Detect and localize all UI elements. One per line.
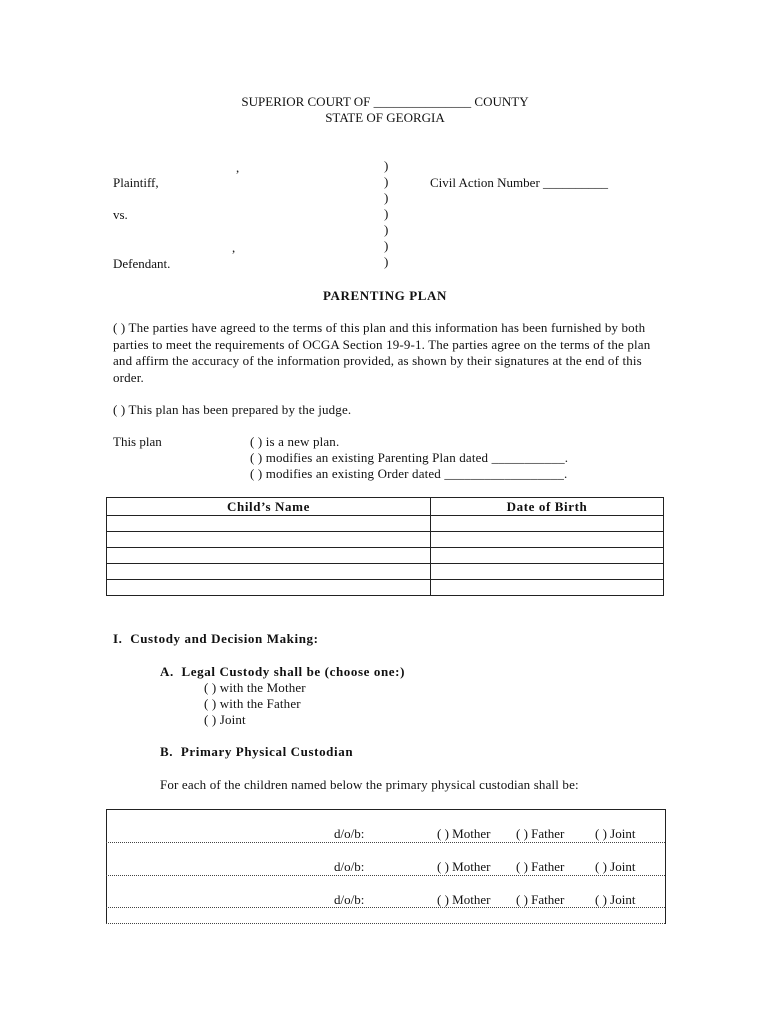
child-name-cell[interactable] (107, 564, 431, 580)
plan-option-modifies-order: ( ) modifies an existing Order dated __________________. (250, 466, 568, 481)
child-name-header: Child’s Name (107, 498, 431, 516)
child-dob-cell[interactable] (431, 548, 664, 564)
physical-custodian-heading: B. Primary Physical Custodian (160, 744, 354, 759)
caption-paren: ) (384, 190, 389, 205)
state-heading: STATE OF GEORGIA (325, 110, 445, 125)
table-row (107, 532, 664, 548)
dob-label: d/o/b: (334, 859, 365, 874)
table-row-divider (106, 842, 665, 843)
table-row (107, 516, 664, 532)
caption-paren: ) (384, 206, 389, 221)
mother-option[interactable]: ( ) Mother (437, 859, 491, 874)
judge-prepared-line: ( ) This plan has been prepared by the judge. (113, 402, 352, 417)
defendant-label: Defendant. (113, 256, 171, 271)
caption-paren: ) (384, 222, 389, 237)
child-dob-cell[interactable] (431, 532, 664, 548)
dob-label: d/o/b: (334, 826, 365, 841)
child-dob-cell[interactable] (431, 564, 664, 580)
mother-option[interactable]: ( ) Mother (437, 892, 491, 907)
table-bottom-border (106, 923, 665, 924)
child-name-cell[interactable] (107, 548, 431, 564)
court-heading: SUPERIOR COURT OF _______________ COUNTY (241, 94, 529, 109)
physical-custodian-intro: For each of the children named below the primary physical custodian shall be: (160, 777, 579, 792)
plan-option-new: ( ) is a new plan. (250, 434, 340, 449)
defendant-name-comma: , (232, 240, 236, 255)
document-title: PARENTING PLAN (322, 288, 448, 303)
plaintiff-label: Plaintiff, (113, 175, 159, 190)
table-row-divider (106, 907, 665, 908)
caption-paren: ) (384, 254, 389, 269)
joint-option[interactable]: ( ) Joint (595, 892, 636, 907)
children-table (106, 497, 664, 596)
vs-label: vs. (113, 207, 128, 222)
joint-option[interactable]: ( ) Joint (595, 826, 636, 841)
child-name-cell[interactable] (107, 532, 431, 548)
date-of-birth-header: Date of Birth (431, 498, 664, 516)
joint-option[interactable]: ( ) Joint (595, 859, 636, 874)
father-option[interactable]: ( ) Father (516, 826, 565, 841)
plan-option-modifies-plan: ( ) modifies an existing Parenting Plan dated ___________. (250, 450, 569, 465)
child-dob-cell[interactable] (431, 580, 664, 596)
legal-option-mother: ( ) with the Mother (204, 680, 306, 695)
plaintiff-name-comma: , (236, 160, 240, 175)
caption-paren: ) (384, 238, 389, 253)
table-row-divider (106, 875, 665, 876)
table-row (107, 564, 664, 580)
mother-option[interactable]: ( ) Mother (437, 826, 491, 841)
agreement-paragraph: ( ) The parties have agreed to the terms of this plan and this information has been furnished by both parties to meet the requirements of OCGA Section 19-9-1. The parties agree on the terms of the plan and affirm the accuracy of the information provided, as shown by their signatures at the end of this order. (113, 320, 651, 385)
this-plan-label: This plan (113, 434, 162, 449)
dob-label: d/o/b: (334, 892, 365, 907)
caption-paren: ) (384, 174, 389, 189)
child-name-cell[interactable] (107, 580, 431, 596)
legal-option-father: ( ) with the Father (204, 696, 301, 711)
child-name-cell[interactable] (107, 516, 431, 532)
father-option[interactable]: ( ) Father (516, 892, 565, 907)
legal-custody-heading: A. Legal Custody shall be (choose one:) (160, 664, 406, 679)
father-option[interactable]: ( ) Father (516, 859, 565, 874)
caption-paren: ) (384, 158, 389, 173)
child-dob-cell[interactable] (431, 516, 664, 532)
civil-action-number: Civil Action Number __________ (430, 175, 609, 190)
legal-option-joint: ( ) Joint (204, 712, 246, 727)
table-row (107, 580, 664, 596)
section-custody-heading: I. Custody and Decision Making: (113, 631, 319, 646)
table-row (107, 548, 664, 564)
